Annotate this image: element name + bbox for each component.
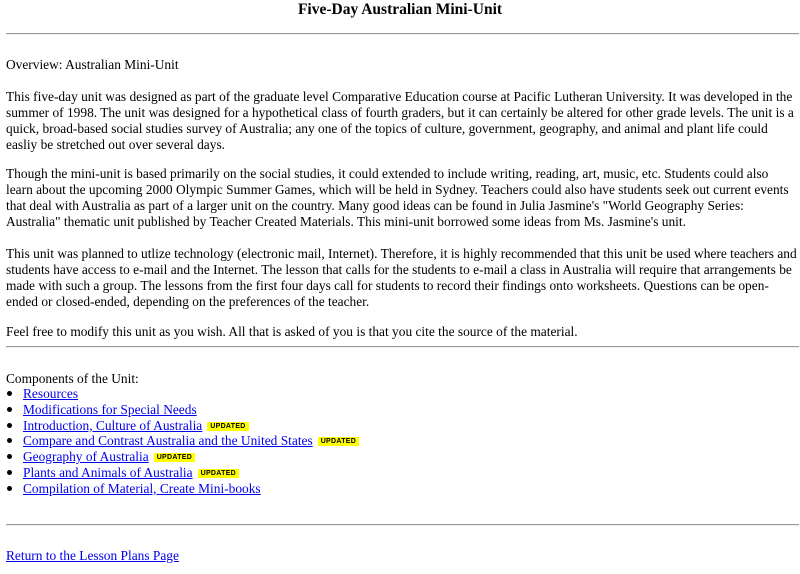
link-compilation[interactable]: Compilation of Material, Create Mini-books: [23, 480, 261, 496]
return-link[interactable]: Return to the Lesson Plans Page: [6, 548, 179, 563]
link-introduction-culture[interactable]: Introduction, Culture of Australia: [23, 417, 203, 433]
link-plants-animals[interactable]: Plants and Animals of Australia: [23, 464, 193, 480]
updated-badge: UPDATED: [198, 469, 239, 478]
paragraph-4: Feel free to modify this unit as you wish. All that is asked of you is that you cite the source of the material.: [6, 324, 578, 339]
paragraph-3: This unit was planned to utlize technology (electronic mail, Internet). Therefore, it is highly recommended that this unit be used where teachers and students have access to e-mail and the Internet. The lesson that calls for the students to e-mail a class in Australia will require that arrangements be made with such a group. The lessons from the first four days call for students to record their findings onto worksheets. Questions can be open-ended or closed-ended, depending on the preferences of the teacher.: [6, 246, 797, 309]
components-heading: Components of the Unit:: [6, 371, 139, 386]
bullet-icon: [7, 470, 12, 475]
link-resources[interactable]: Resources: [23, 386, 79, 401]
list-item: [6, 481, 359, 497]
list-item: [6, 386, 359, 402]
overview-heading: Overview: Australian Mini-Unit: [6, 57, 179, 72]
list-item: [6, 418, 359, 434]
page-title: Five-Day Australian Mini-Unit: [297, 1, 503, 18]
updated-badge: UPDATED: [318, 437, 359, 446]
bullet-icon: [7, 391, 12, 396]
updated-badge: UPDATED: [207, 422, 248, 431]
list-item: [6, 449, 359, 465]
list-item: [6, 433, 359, 449]
bullet-icon: [7, 486, 12, 491]
divider: [6, 346, 799, 348]
link-modifications[interactable]: Modifications for Special Needs: [23, 401, 197, 417]
divider: [6, 33, 799, 35]
paragraph-1: This five-day unit was designed as part of the graduate level Comparative Education course at Pacific Lutheran University. It was developed in the summer of 1998. The unit was designed for a hypothetical class of fourth graders, but it can certainly be altered for other grade levels. The unit is a quick, broad-based social studies survey of Australia; any one of the topics of culture, government, geography, and animal and plant life could easliy be stretched out over several days.: [6, 89, 794, 152]
divider: [6, 524, 799, 526]
list-item: [6, 465, 359, 481]
link-compare-contrast[interactable]: Compare and Contrast Australia and the United States: [23, 433, 313, 449]
bullet-icon: [7, 454, 12, 459]
paragraph-2: Though the mini-unit is based primarily on the social studies, it could extended to include writing, reading, art, music, etc. Students could also learn about the upcoming 2000 Olympic Summer Games, which will be held in Sydney. Teachers could also have students seek out current events that deal with Australia as part of a larger unit on the country. Many good ideas can be found in Julia Jasmine's "World Geography Series: Australia" thematic unit published by Teacher Created Materials. This mini-unit borrowed some ideas from Ms. Jasmine's unit.: [6, 166, 789, 229]
link-geography[interactable]: Geography of Australia: [23, 449, 149, 465]
list-item: [6, 402, 359, 418]
bullet-icon: [7, 407, 12, 412]
updated-badge: UPDATED: [154, 453, 195, 462]
components-list: [6, 386, 359, 497]
bullet-icon: [7, 438, 12, 443]
bullet-icon: [7, 423, 12, 428]
